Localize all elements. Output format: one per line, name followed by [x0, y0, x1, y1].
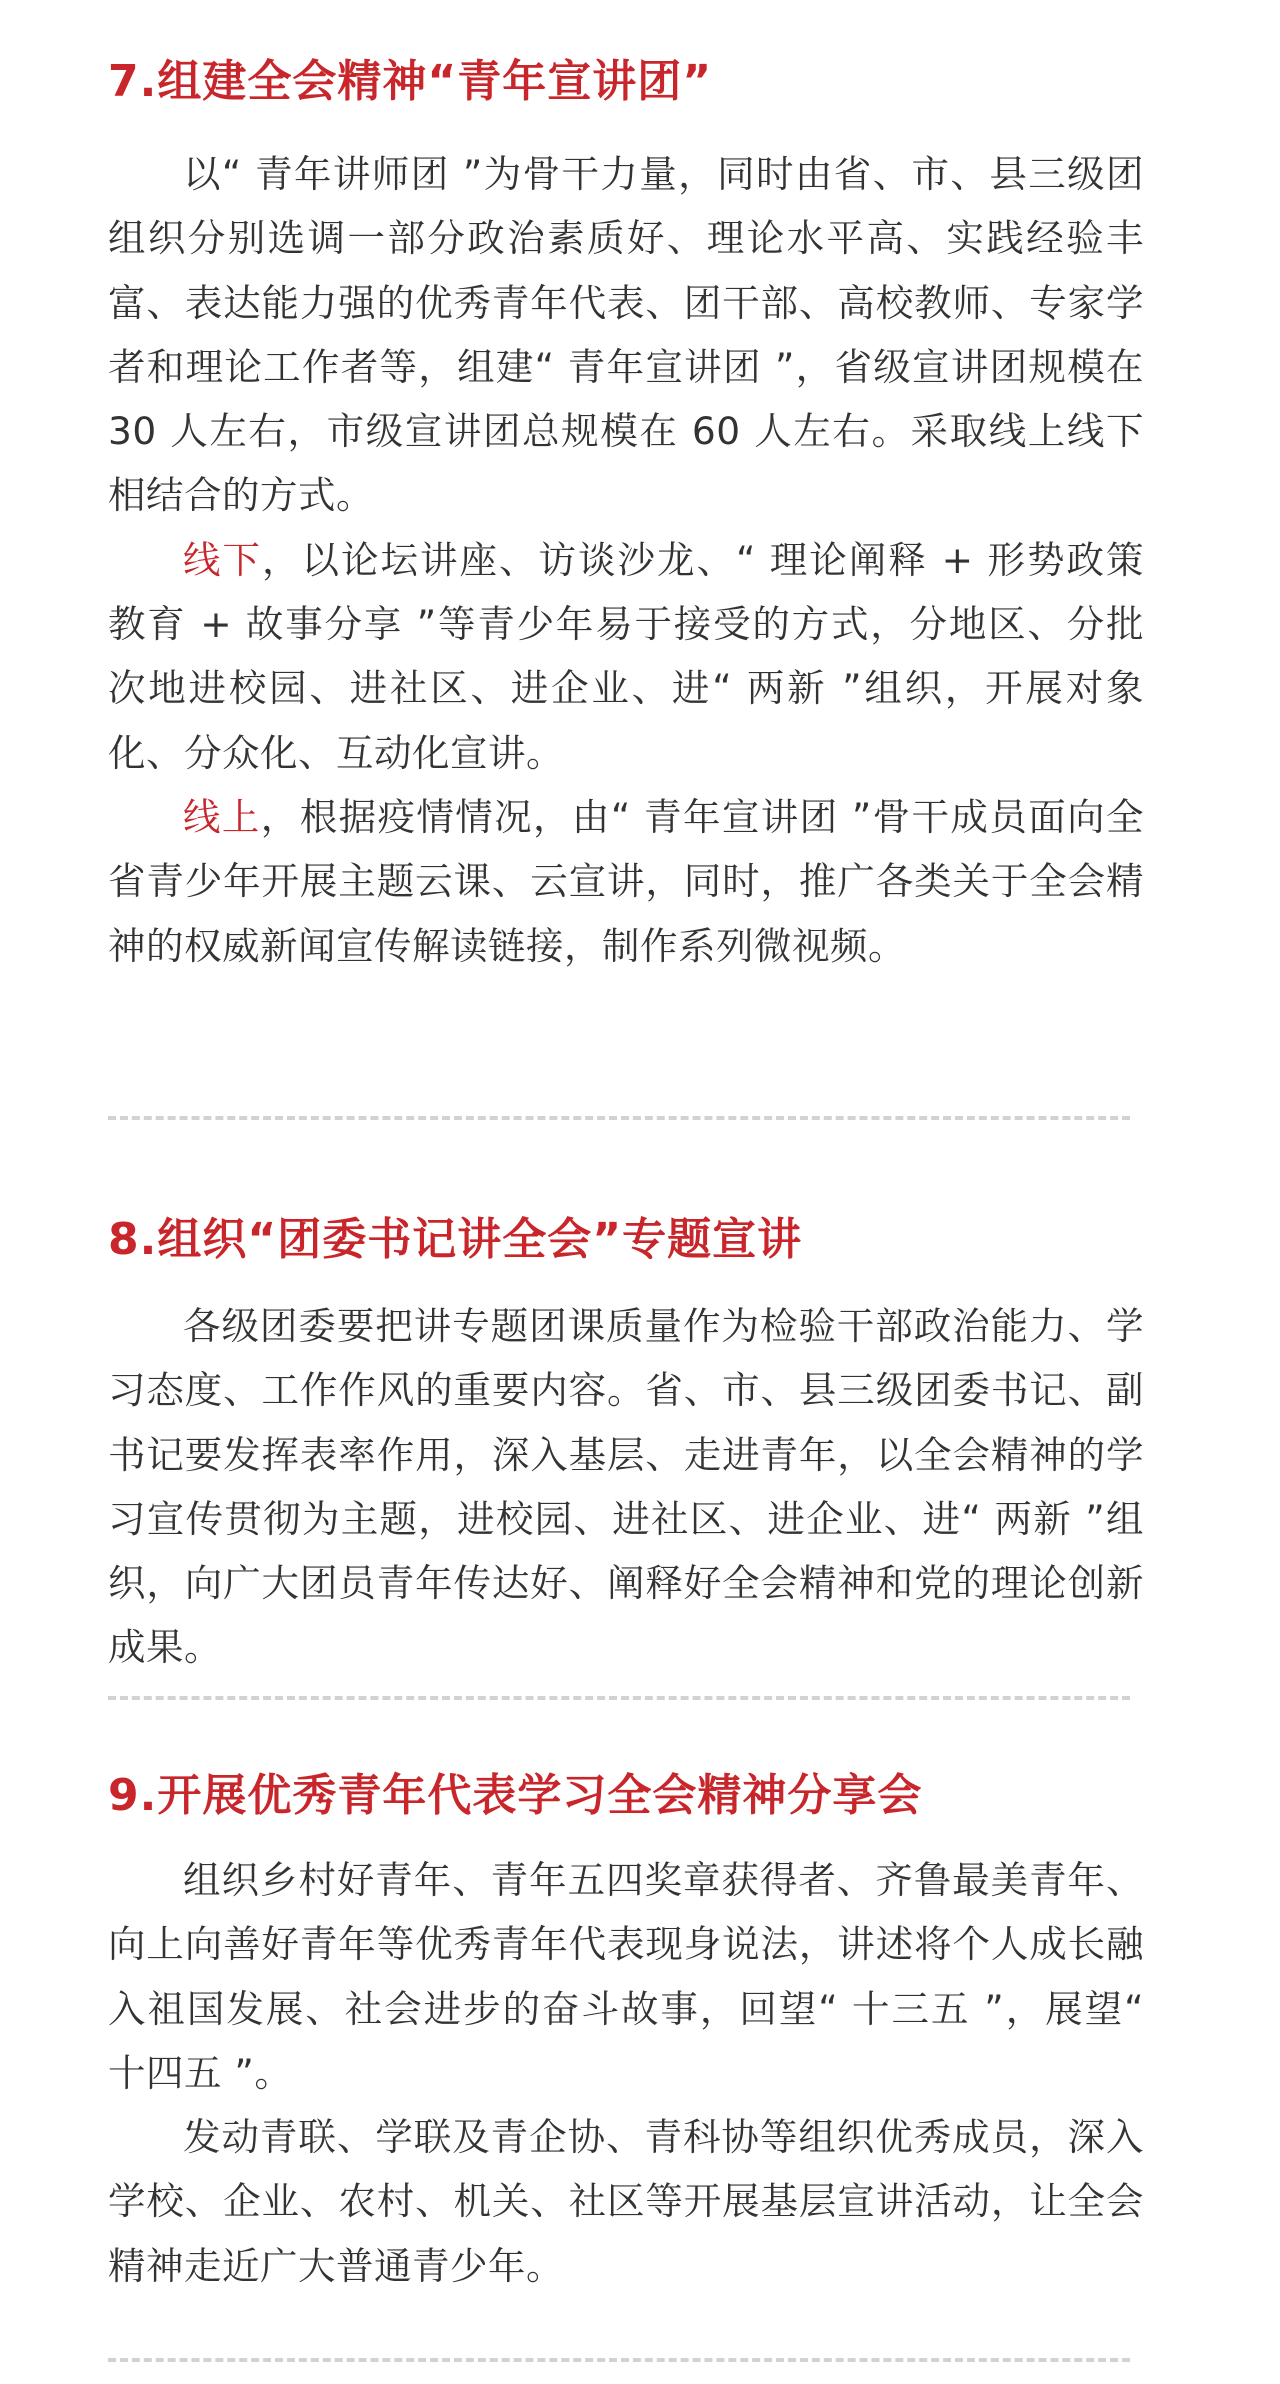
paragraph: [108, 528, 1144, 785]
paragraph-text: 发动青联、学联及青企协、青科协等组织优秀成员，深入学校、企业、农村、机关、社区等开展基层宣讲活动，让全会精神走近广大普通青少年。: [108, 2115, 1144, 2288]
section-title: 8.组织“团委书记讲全会”专题宣讲: [108, 1214, 803, 1265]
paragraph: [108, 1294, 1144, 1680]
paragraph-text: 组织乡村好青年、青年五四奖章获得者、齐鲁最美青年、向上向善好青年等优秀青年代表现身说法，讲述将个人成长融入祖国发展、社会进步的奋斗故事，回望“ 十三五 ”，展望“ 十四五 ”。: [108, 1858, 1144, 2095]
section-youth-sharing-session: [108, 1766, 1144, 2298]
dashed-divider: [108, 1116, 1130, 1120]
paragraph-text: ，以论坛讲座、访谈沙龙、“ 理论阐释 + 形势政策教育 + 故事分享 ”等青少年易于接受的方式，分地区、分批次地进校园、进社区、进企业、进“ 两新 ”组织，开展对象化、分众化、互动化宣讲。: [108, 537, 1145, 775]
dashed-divider: [108, 2358, 1130, 2362]
section-secretary-lecture: [108, 1210, 1144, 1680]
paragraph-lead: 线上: [183, 794, 261, 839]
section-title: 7.组建全会精神“青年宣讲团”: [108, 56, 713, 107]
paragraph: [108, 142, 1144, 528]
section-title: 9.开展优秀青年代表学习全会精神分享会: [108, 1770, 923, 1821]
dashed-divider: [108, 1696, 1130, 1700]
paragraph-lead: 线下: [183, 537, 262, 582]
paragraph: [108, 2105, 1144, 2298]
paragraph-text: 以“ 青年讲师团 ”为骨干力量，同时由省、市、县三级团组织分别选调一部分政治素质好、理论水平高、实践经验丰富、表达能力强的优秀青年代表、团干部、高校教师、专家学者和理论工作者等，组建“ 青年宣讲团 ”，省级宣讲团规模在 30 人左右，市级宣讲团总规模在 60 人左右。采取线上线下相结合的方式。: [108, 152, 1144, 518]
paragraph: [108, 1848, 1144, 2105]
paragraph-text: ，根据疫情情况，由“ 青年宣讲团 ”骨干成员面向全省青少年开展主题云课、云宣讲，同时，推广各类关于全会精神的权威新闻宣传解读链接，制作系列微视频。: [108, 794, 1145, 968]
section-youth-lecture-group: [108, 52, 1144, 978]
paragraph-text: 各级团委要把讲专题团课质量作为检验干部政治能力、学习态度、工作作风的重要内容。省、市、县三级团委书记、副书记要发挥表率作用，深入基层、走进青年，以全会精神的学习宣传贯彻为主题，进校园、进社区、进企业、进“ 两新 ”组织，向广大团员青年传达好、阐释好全会精神和党的理论创新成果。: [108, 1304, 1144, 1670]
paragraph: [108, 785, 1144, 978]
